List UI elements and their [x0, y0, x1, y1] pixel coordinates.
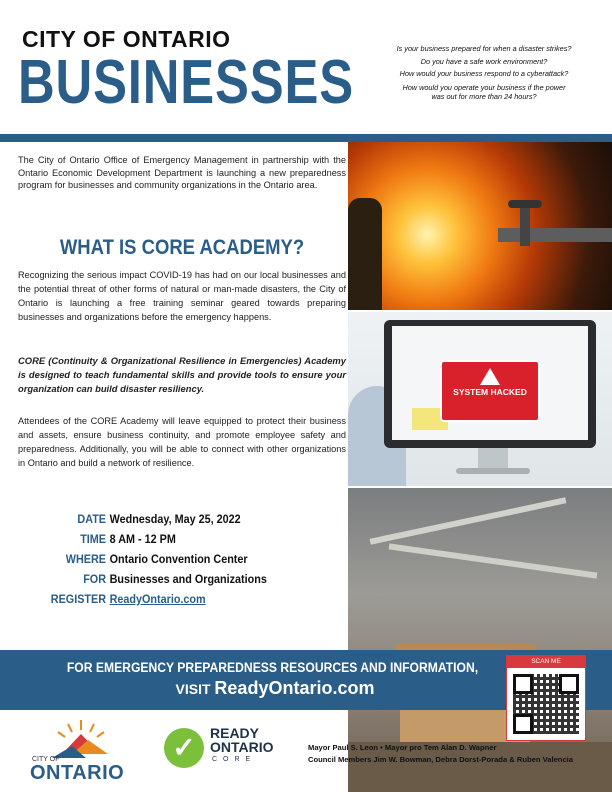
detail-value: Ontario Convention Center — [109, 552, 248, 566]
fallen-beam — [370, 497, 567, 544]
alert-text: SYSTEM HACKED — [453, 387, 527, 397]
band-line-1: FOR EMERGENCY PREPAREDNESS RESOURCES AND INFORMATION, — [66, 660, 479, 675]
monitor-base — [456, 468, 530, 474]
detail-label: FOR — [83, 572, 106, 586]
monitor-stand — [478, 448, 508, 470]
detail-label: REGISTER — [50, 592, 106, 606]
qr-finder-tr — [559, 674, 579, 694]
detail-value: Businesses and Organizations — [109, 572, 267, 586]
detail-date — [18, 512, 346, 532]
checkmark-icon: ✓ — [164, 728, 204, 768]
detail-for — [18, 572, 346, 592]
credits-mayors: Mayor Paul S. Leon • Mayor pro Tem Alan D. Wapner — [308, 743, 497, 752]
intro-paragraph: The City of Ontario Office of Emergency Management in partnership with the Ontario Economic Development Department is launching a new preparedness program for businesses and community organizations in the Ontario area. — [18, 155, 346, 191]
band-line-2 — [0, 678, 550, 699]
logo-ready: READY — [210, 725, 260, 741]
pipe-shape — [498, 228, 612, 242]
band-site-link[interactable]: ReadyOntario.com — [214, 678, 375, 698]
warning-icon — [480, 368, 500, 385]
firefighter-silhouette — [348, 198, 382, 310]
question-1: Is your business prepared for when a disaster strikes? — [396, 44, 572, 53]
detail-label: DATE — [77, 512, 106, 526]
logo-ontario: ONTARIO — [30, 762, 125, 784]
fallen-beam — [389, 543, 598, 578]
page-title: BUSINESSES — [18, 48, 354, 117]
detail-time — [18, 532, 346, 552]
detail-value: 8 AM - 12 PM — [109, 532, 176, 546]
scan-me-label: SCAN ME — [507, 656, 585, 668]
paragraph-covid: Recognizing the serious impact COVID-19 has had on our local businesses and the potential threat of other forms of natural or man-made disasters, the City of Ontario is launching a free training seminar geared towards preparing businesses and organizations before the emergency happens. — [18, 270, 346, 322]
register-link[interactable]: ReadyOntario.com — [109, 592, 206, 606]
cyberattack-photo — [348, 312, 612, 486]
section-heading: WHAT IS CORE ACADEMY? — [59, 236, 305, 259]
city-heading: CITY OF ONTARIO — [22, 26, 231, 52]
question-4b: was out for more than 24 hours? — [431, 91, 537, 101]
paragraph-core-definition: CORE (Continuity & Organizational Resilience in Emergencies) Academy is designed to teach fundamental skills and provide tools to ensure your organization can build disaster resiliency. — [18, 355, 346, 394]
detail-where — [18, 552, 346, 572]
logo-city-of: CITY OF — [32, 756, 60, 763]
detail-value: Wednesday, May 25, 2022 — [109, 512, 241, 526]
detail-label: WHERE — [65, 552, 106, 566]
visit-label: VISIT — [175, 681, 211, 697]
questions-list — [365, 43, 603, 101]
header — [0, 0, 612, 142]
event-details — [18, 512, 346, 612]
ready-ontario-core-logo — [164, 724, 284, 784]
question-4a: How would you operate your business if the power — [402, 82, 566, 92]
qr-finder-tl — [513, 674, 533, 694]
system-hacked-alert — [440, 360, 540, 422]
detail-register — [18, 592, 346, 612]
detail-label: TIME — [80, 532, 106, 546]
firefighter-photo — [348, 142, 612, 310]
paragraph-attendees: Attendees of the CORE Academy will leave equipped to protect their business and assets, ensure business continuity, and promote employee safety and preparedness. Additionally, you will be able to connect with other organizations in Ontario and build a network of resilience. — [18, 416, 346, 468]
logo-core: CORE — [212, 756, 257, 763]
council-credits — [308, 742, 608, 766]
mountain-sun-icon — [28, 716, 134, 760]
question-3: How would your business respond to a cyberattack? — [399, 69, 569, 78]
credits-council: Council Members Jim W. Bowman, Debra Dorst-Porada & Ruben Valencia — [308, 755, 573, 764]
logo-ontario-2: ONTARIO — [210, 739, 274, 755]
question-2: Do you have a safe work environment? — [420, 56, 548, 66]
city-of-ontario-logo — [28, 716, 134, 784]
valve-wheel-shape — [508, 200, 542, 208]
valve-shape — [520, 206, 530, 246]
header-divider — [0, 134, 612, 142]
